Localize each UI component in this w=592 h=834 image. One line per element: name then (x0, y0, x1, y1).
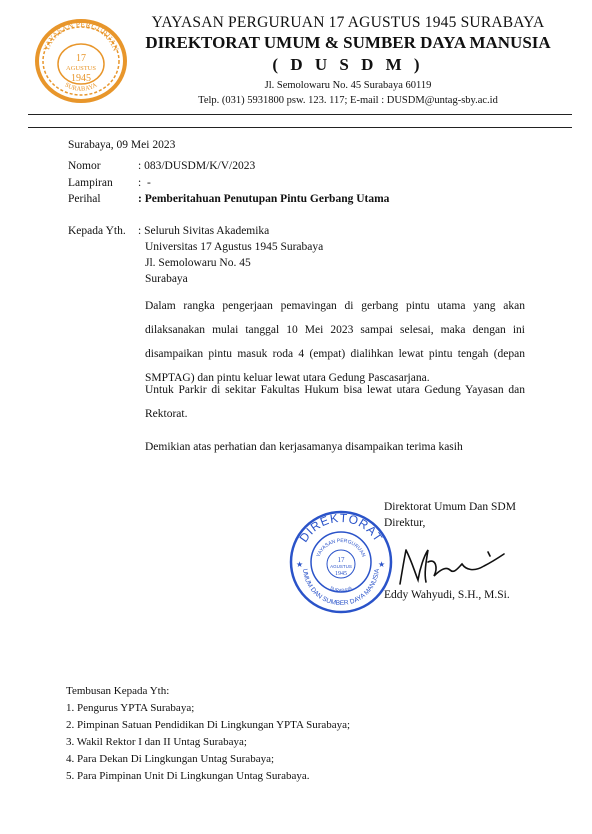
header-divider-top (28, 114, 572, 115)
cc-item: 3. Wakil Rektor I dan II Untag Surabaya; (66, 736, 247, 748)
cc-item: 2. Pimpinan Satuan Pendidikan Di Lingkungan YPTA Surabaya; (66, 719, 351, 731)
place-date: Surabaya, 09 Mei 2023 (68, 139, 176, 151)
logo-month: AGUSTUS (66, 65, 96, 72)
stamp-number: 17 (337, 556, 345, 564)
directorate-abbrev: ( D U S D M ) (272, 55, 424, 74)
recipient-line-1: : Seluruh Sivitas Akademika (138, 225, 270, 237)
body-paragraph-1: Dalam rangka pengerjaan pemavingan di gerbang pintu utama yang akan dilaksanakan mulai tanggal 10 Mei 2023 sampai selesai, maka dengan ini disampaikan pintu masuk roda 4 (empat) dialihkan lewat pintu tengah (depan SMPTAG) dan pintu keluar lewat utara Gedung Pascasarjana. (145, 300, 525, 384)
logo-ring-text-bottom: SURABAYA (63, 81, 99, 93)
field-nomor-text: 083/DUSDM/K/V/2023 (144, 160, 256, 172)
stamp-text-bottom: UMUM DAN SUMBER DAYA MANUSIA (300, 568, 381, 608)
field-label-nomor: Nomor (68, 160, 101, 172)
field-lampiran-text: - (146, 177, 151, 189)
stamp-star-right-icon: ★ (378, 560, 386, 569)
body-paragraph-2: Untuk Parkir di sekitar Fakultas Hukum bisa lewat utara Gedung Yayasan dan Rektorat. (145, 384, 525, 420)
header-divider-bottom (28, 127, 572, 128)
closing-line: Demikian atas perhatian dan kerjasamanya disampaikan terima kasih (145, 441, 463, 453)
logo-ring-text-top: YAYASAN PERGURUAN (41, 19, 121, 53)
logo-number: 17 (76, 53, 86, 64)
recipient-line-1-text: Seluruh Sivitas Akademika (144, 225, 270, 237)
foundation-logo (32, 14, 130, 104)
stamp-inner-top: YAYASAN PERGURUAN (315, 537, 367, 559)
stamp-text-top: DIREKTORAT (296, 510, 386, 545)
field-value-nomor: : 083/DUSDM/K/V/2023 (138, 160, 256, 172)
signatory-name: Eddy Wahyudi, S.H., M.Si. (384, 589, 510, 601)
field-value-perihal: : Pemberitahuan Penutupan Pintu Gerbang Utama (138, 193, 390, 205)
field-label-lampiran: Lampiran (68, 177, 113, 189)
signature-office: Direktorat Umum Dan SDM (384, 501, 516, 513)
recipient-line-3: Jl. Semolowaru No. 45 (145, 257, 251, 269)
svg-text:SURABAYA (329, 585, 353, 593)
foundation-name: YAYASAN PERGURUAN 17 AGUSTUS 1945 SURABAYA (151, 14, 545, 31)
svg-text:YAYASAN PERGURUAN (42, 20, 121, 53)
official-stamp (288, 509, 394, 615)
stamp-inner-bottom: SURABAYA (329, 585, 353, 594)
contact-line: Telp. (031) 5931800 psw. 123. 117; E-mail : DUSDM@untag-sby.ac.id (198, 95, 498, 106)
cc-item: 5. Para Pimpinan Unit Di Lingkungan Untag Surabaya. (66, 770, 310, 782)
stamp-month: AGUSTUS (330, 564, 352, 569)
address-line: Jl. Semolowaru No. 45 Surabaya 60119 (264, 80, 432, 91)
handwritten-signature (384, 540, 514, 590)
directorate-name: DIREKTORAT UMUM & SUMBER DAYA MANUSIA (145, 33, 551, 52)
cc-heading: Tembusan Kepada Yth: (66, 685, 170, 697)
cc-item: 1. Pengurus YPTA Surabaya; (66, 702, 195, 714)
field-perihal-text: Pemberitahuan Penutupan Pintu Gerbang Utama (144, 193, 390, 205)
signature-title: Direktur, (384, 517, 426, 529)
recipient-line-4: Surabaya (145, 273, 188, 285)
field-value-lampiran: : - (138, 177, 151, 189)
cc-item: 4. Para Dekan Di Lingkungan Untag Surabaya; (66, 753, 275, 765)
stamp-year: 1945 (335, 571, 347, 577)
recipient-line-2: Universitas 17 Agustus 1945 Surabaya (145, 241, 324, 253)
logo-year: 1945 (71, 73, 91, 84)
field-label-perihal: Perihal (68, 193, 101, 205)
stamp-star-left-icon: ★ (296, 560, 304, 569)
recipient-label: Kepada Yth. (68, 225, 126, 237)
